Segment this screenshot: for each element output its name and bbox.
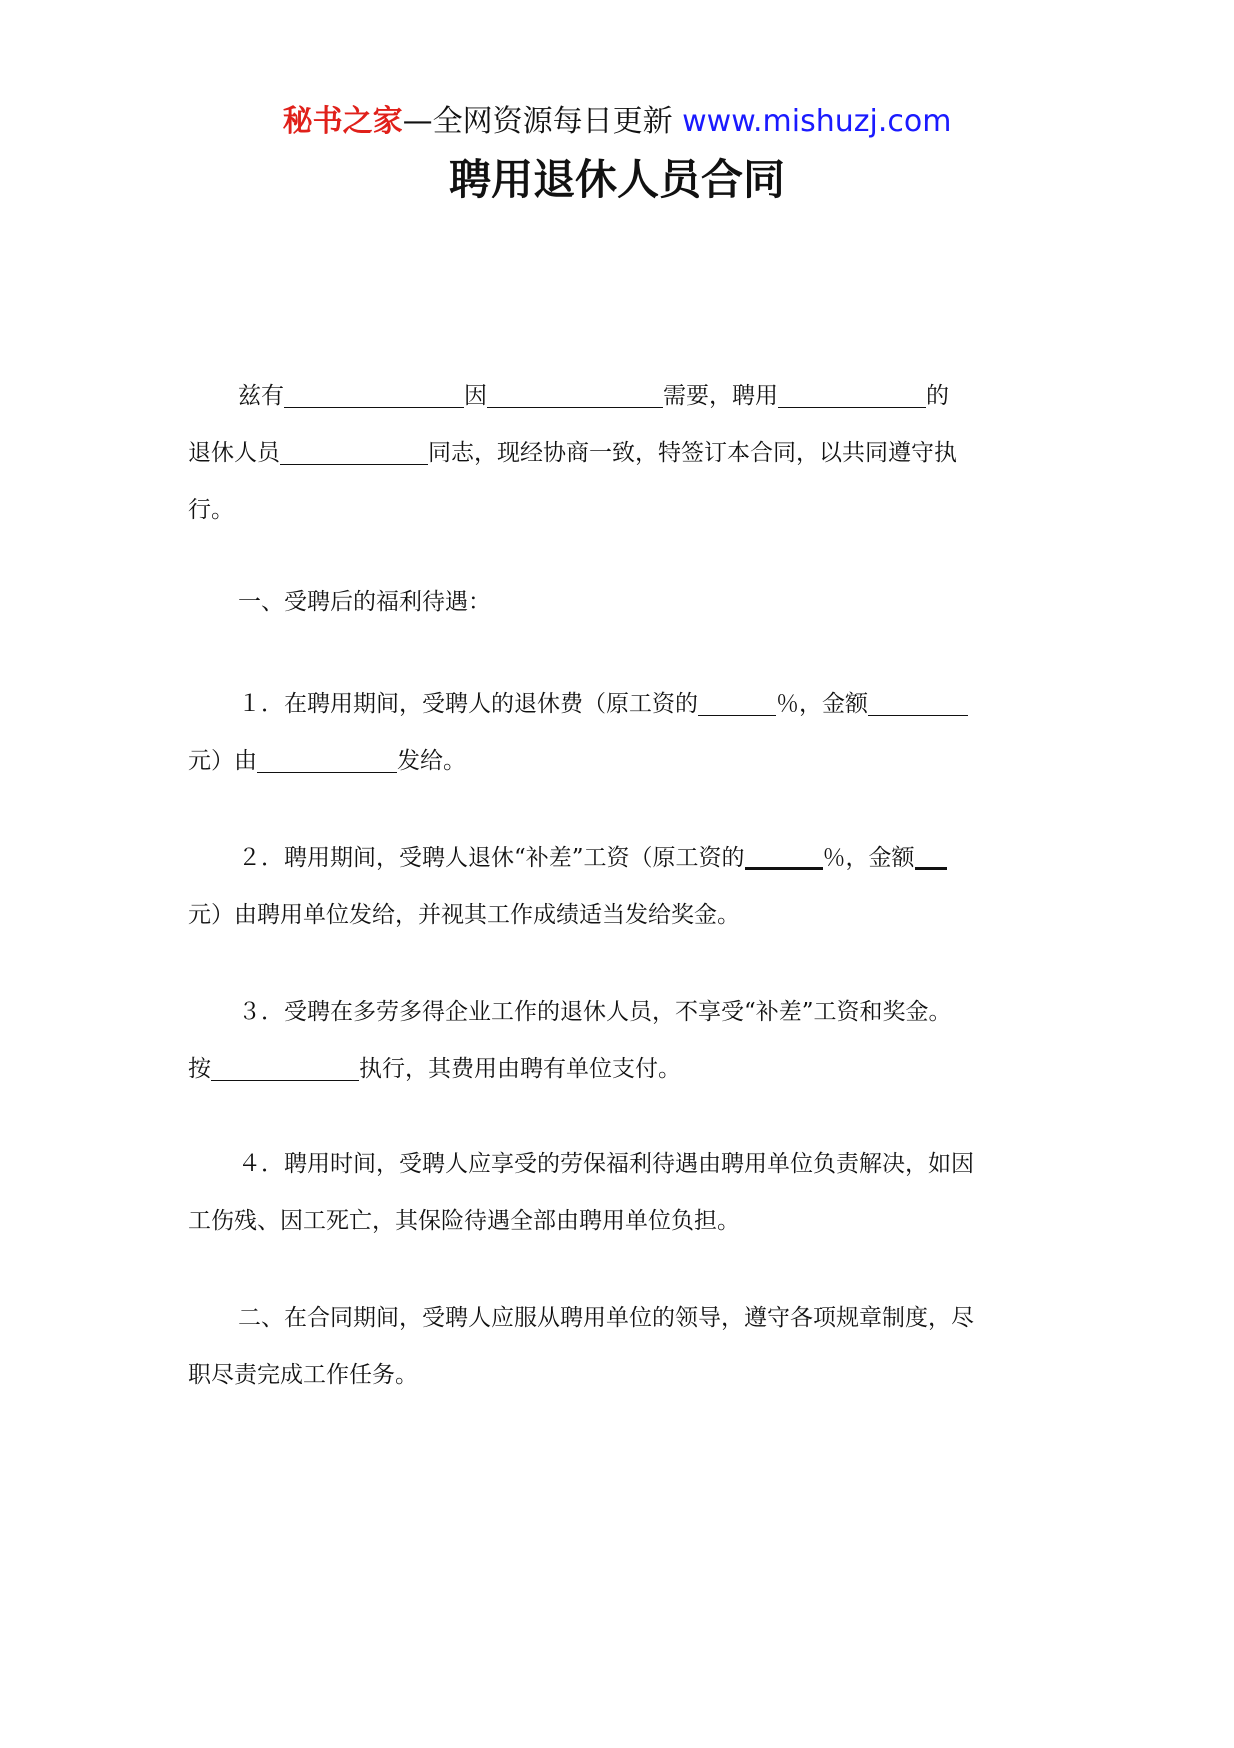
item-1-line-1: １．在聘用期间，受聘人的退休费（原工资的 ％，金额	[188, 676, 1048, 733]
item-1-line-2: 元）由 发给。	[188, 748, 466, 774]
site-url: www.mishuzj.com	[682, 104, 952, 139]
item-4-line-2: 工伤残、因工死亡，其保险待遇全部由聘用单位负担。	[188, 1208, 740, 1234]
brand-name: 秘书之家	[282, 104, 403, 139]
item-4-line-1: ４．聘用时间，受聘人应享受的劳保福利待遇由聘用单位负责解决，如因	[238, 1151, 974, 1177]
site-header	[0, 102, 1234, 142]
document-title: 聘用退休人员合同	[448, 155, 785, 204]
blank-field[interactable]	[698, 689, 776, 716]
blank-field[interactable]	[284, 381, 464, 408]
item-3	[188, 984, 1048, 1098]
section-2-line-2: 职尽责完成工作任务。	[188, 1362, 418, 1388]
section-heading-1: 一、受聘后的福利待遇：	[238, 589, 491, 615]
header-tagline: —全网资源每日更新	[402, 104, 683, 139]
intro-line-3: 行。	[188, 497, 234, 523]
section-2	[188, 1290, 1048, 1404]
blank-field[interactable]	[211, 1054, 359, 1081]
section-2-line-1: 二、在合同期间，受聘人应服从聘用单位的领导，遵守各项规章制度，尽	[238, 1305, 974, 1331]
blank-field[interactable]	[280, 438, 428, 465]
blank-field[interactable]	[868, 689, 968, 716]
intro-paragraph	[188, 368, 1048, 539]
blank-field[interactable]	[257, 746, 397, 773]
blank-field[interactable]	[915, 841, 947, 870]
item-3-line-1: ３．受聘在多劳多得企业工作的退休人员，不享受“补差”工资和奖金。	[238, 999, 952, 1025]
item-1	[188, 676, 1048, 790]
item-2	[188, 830, 1048, 944]
item-2-line-2: 元）由聘用单位发给，并视其工作成绩适当发给奖金。	[188, 902, 740, 928]
blank-field[interactable]	[745, 841, 823, 870]
intro-line-1: 兹有 因 需要，聘用 的	[238, 383, 949, 409]
blank-field[interactable]	[487, 381, 663, 408]
item-2-line-1: ２．聘用期间，受聘人退休“补差”工资（原工资的 ％，金额	[188, 830, 1048, 887]
item-3-line-2: 按 执行，其费用由聘有单位支付。	[188, 1056, 681, 1082]
item-4	[188, 1136, 1048, 1250]
intro-line-2: 退休人员 同志，现经协商一致，特签订本合同，以共同遵守执	[188, 440, 957, 466]
blank-field[interactable]	[778, 381, 926, 408]
